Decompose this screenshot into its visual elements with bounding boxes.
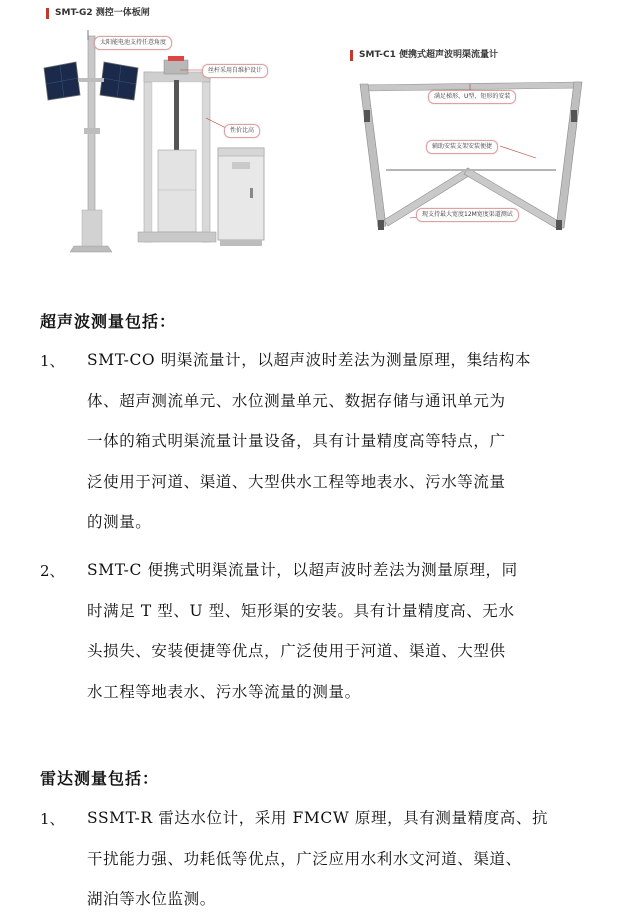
list-item-text: [87, 550, 587, 712]
callout-cost-effective: 性价比高: [224, 124, 260, 138]
callout-solar-angle: 太阳能电池支持任意角度: [94, 36, 172, 50]
control-cabinet: [218, 148, 264, 246]
section-heading-radar: 雷达测量包括：: [40, 769, 160, 788]
text-line: 时满足 T 型、U 型、矩形渠的安装。具有计量精度高、无水: [87, 601, 515, 620]
text-line: SSMT-R 雷达水位计，采用 FMCW 原理，具有测量精度高、抗: [87, 809, 549, 827]
callout-bracket: 辅助安装支架安装便捷: [426, 140, 498, 154]
text-line: 一体的箱式明渠流量计量设备，具有计量精度高等特点，广: [87, 432, 506, 450]
text-line: SMT-CO 明渠流量计，以超声波时差法为测量原理，集结构本: [87, 351, 532, 369]
text-line: 干扰能力强、功耗低等优点，广泛应用水利水文河道、渠道、: [87, 849, 522, 868]
text-line: SMT-C 便携式明渠流量计，以超声波时差法为测量原理，同: [87, 561, 518, 579]
figure-title: SMT-G2 测控一体板闸: [46, 8, 150, 19]
text-line: 的测量。: [87, 513, 152, 531]
list-item-text: [87, 340, 587, 543]
section-heading-ultrasonic: 超声波测量包括：: [40, 312, 177, 331]
solar-panel-left: [44, 62, 80, 100]
callout-install-types: 满足梯形、U型、矩形的安装: [428, 90, 516, 104]
text-line: 水工程等地表水、污水等流量的测量。: [87, 682, 361, 701]
text-line: 体、超声测流单元、水位测量单元、数据存储与通讯单元为: [87, 391, 506, 410]
callout-max-width: 现支持最大宽度12M宽度渠道测试: [416, 208, 519, 222]
list-item-text: [87, 798, 587, 920]
gate-frame: [138, 56, 216, 242]
text-line: 泛使用于河道、渠道、大型供水工程等地表水、污水等流量: [87, 472, 506, 491]
figure-smt-g2: [40, 0, 280, 260]
solar-panel-right: [100, 62, 138, 100]
callout-screw-rod: 丝杆采用自维护设计: [202, 64, 268, 78]
text-line: 头损失、安装便捷等优点，广泛使用于河道、渠道、大型供: [87, 642, 506, 660]
text-line: 湖泊等水位监测。: [87, 890, 216, 908]
figure-title: SMT-C1 便携式超声波明渠流量计: [350, 50, 498, 61]
figure-smt-c1: [350, 40, 590, 250]
list-item-number: 1、: [40, 810, 65, 828]
list-item-number: 1、: [40, 352, 65, 370]
list-item-number: 2、: [40, 562, 65, 580]
